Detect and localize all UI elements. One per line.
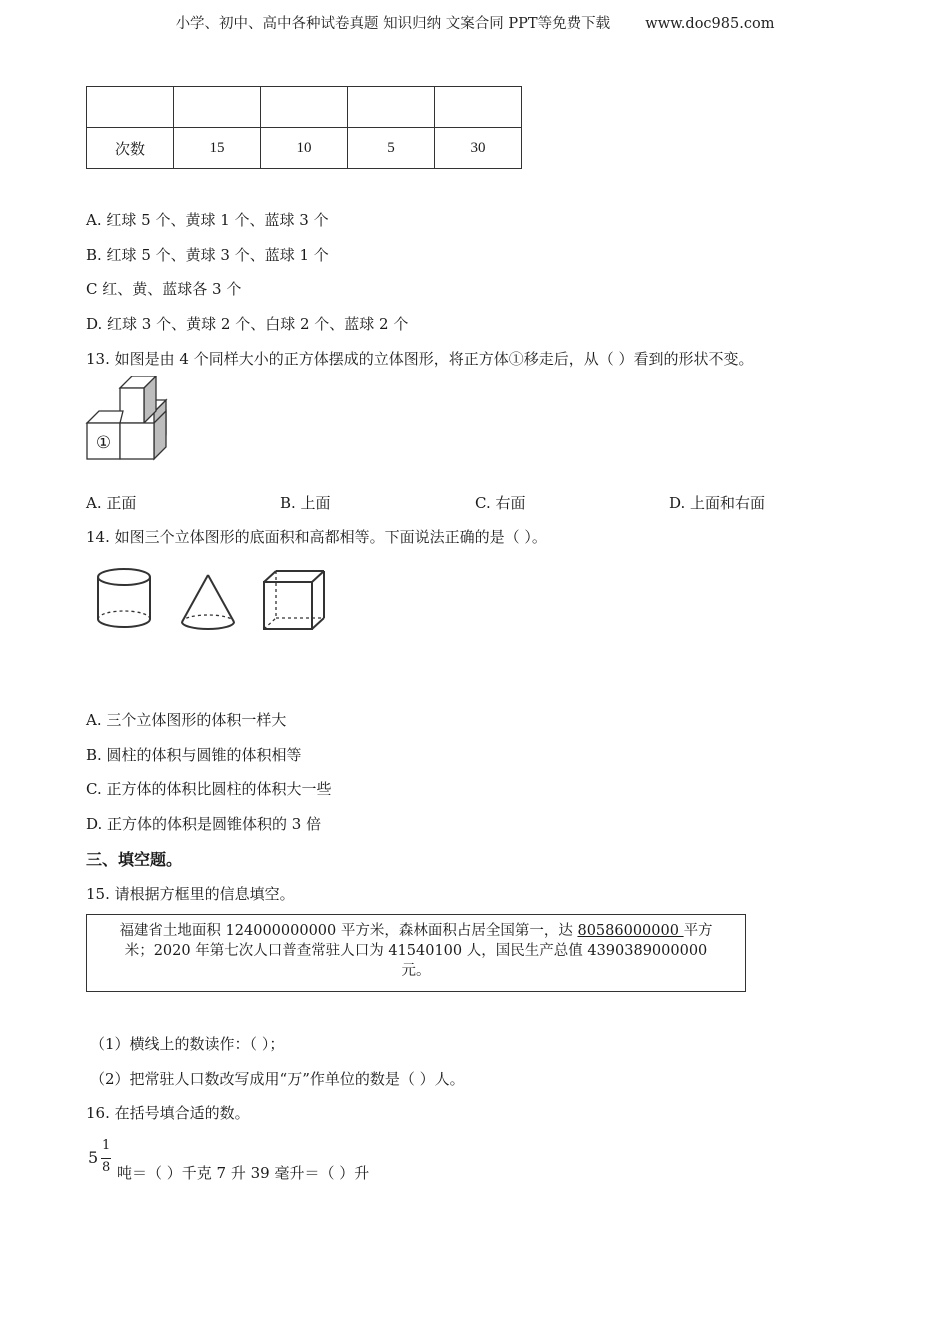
- q13-option-b: B. 上面: [280, 494, 331, 512]
- q13-option-c: C. 右面: [475, 494, 526, 512]
- fraction-bar: [101, 1158, 111, 1159]
- page-header: [0, 12, 950, 33]
- header-site: www.doc985.com: [645, 16, 775, 32]
- q13-option-a: A. 正面: [86, 494, 137, 512]
- info-text: 平方: [683, 923, 713, 939]
- q12-option-a: A. 红球 5 个、黄球 1 个、蓝球 3 个: [86, 211, 329, 229]
- q14-option-d: D. 正方体的体积是圆锥体积的 3 倍: [86, 815, 322, 833]
- info-line-1: [87, 921, 745, 941]
- table-cell: [174, 87, 261, 128]
- table-cell: [87, 87, 174, 128]
- cube-figure: [260, 568, 328, 634]
- table-cell: [261, 87, 348, 128]
- table-cell: 10: [261, 128, 348, 169]
- table-row: [87, 87, 522, 128]
- q14-option-a: A. 三个立体图形的体积一样大: [86, 711, 287, 729]
- table-row: [87, 128, 522, 169]
- q15-stem: 15. 请根据方框里的信息填空。: [86, 885, 295, 903]
- q16-stem: 16. 在括号填合适的数。: [86, 1104, 250, 1122]
- cylinder-figure: [94, 566, 156, 632]
- info-line-3: 元。: [401, 963, 431, 979]
- q12-option-d: D. 红球 3 个、黄球 2 个、白球 2 个、蓝球 2 个: [86, 315, 409, 333]
- q14-option-c: C. 正方体的体积比圆柱的体积大一些: [86, 780, 332, 798]
- cube-stack-figure: [84, 376, 184, 466]
- table-cell: 15: [174, 128, 261, 169]
- q12-option-c: C 红、黄、蓝球各 3 个: [86, 280, 242, 298]
- fraction-numerator: 1: [102, 1138, 111, 1153]
- q15-sub2: （2）把常驻人口数改写成用“万”作单位的数是（ ）人。: [90, 1070, 465, 1088]
- q16-blanks: 吨＝（ ）千克 7 升 39 毫升＝（ ）升: [117, 1164, 370, 1182]
- info-box: [86, 914, 746, 992]
- cube-label: ①: [95, 433, 112, 453]
- info-text: 福建省土地面积 124000000000 平方米，森林面积占居全国第一，达: [119, 923, 578, 939]
- section-title: 三、填空题。: [86, 850, 183, 869]
- frequency-table: [86, 86, 522, 169]
- fraction-whole: 5: [88, 1148, 99, 1167]
- q13-stem: 13. 如图是由 4 个同样大小的正方体摆成的立体图形，将正方体①移走后，从（ ）看到的形状不变。: [86, 350, 754, 368]
- info-line-2: 米；2020 年第七次人口普查常驻人口为 41540100 人，国民生产总值 4390389000000: [124, 943, 708, 959]
- table-cell: [348, 87, 435, 128]
- q14-stem: 14. 如图三个立体图形的底面积和高都相等。下面说法正确的是（ ）。: [86, 528, 547, 546]
- table-cell: [435, 87, 522, 128]
- q13-option-d: D. 上面和右面: [669, 494, 766, 512]
- table-cell: 次数: [87, 128, 174, 169]
- cone-figure: [178, 572, 238, 634]
- q14-option-b: B. 圆柱的体积与圆锥的体积相等: [86, 746, 302, 764]
- q12-option-b: B. 红球 5 个、黄球 3 个、蓝球 1 个: [86, 246, 329, 264]
- q15-sub1: （1）横线上的数读作：（ ）；: [90, 1035, 285, 1053]
- underlined-number: 80586000000: [577, 923, 684, 939]
- table-cell: 30: [435, 128, 522, 169]
- table-cell: 5: [348, 128, 435, 169]
- fraction-denominator: 8: [102, 1160, 111, 1175]
- header-text: 小学、初中、高中各种试卷真题 知识归纳 文案合同 PPT等免费下载: [175, 16, 611, 32]
